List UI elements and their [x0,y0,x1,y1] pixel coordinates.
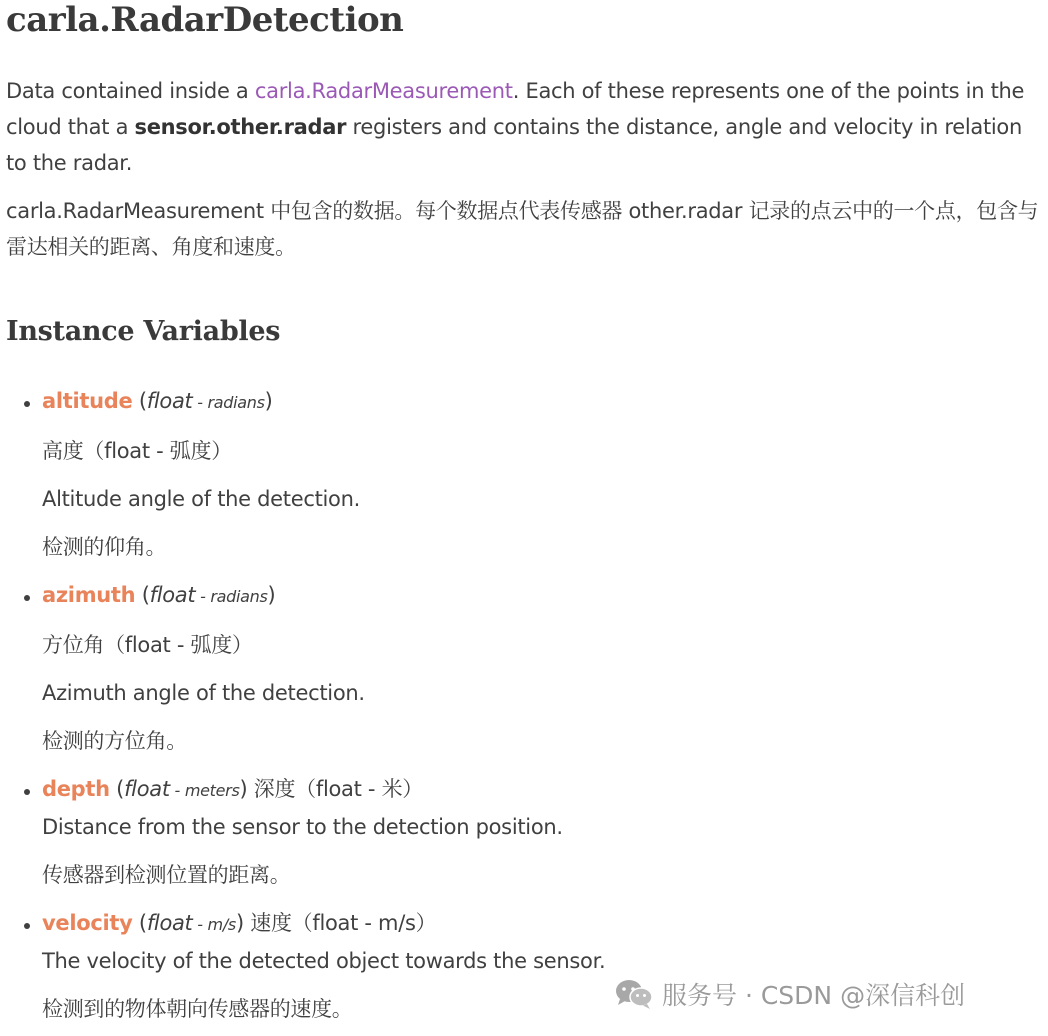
variable-name[interactable]: depth [42,777,110,801]
variable-velocity-header: velocity (float - m/s) 速度（float - m/s） [42,911,437,935]
wechat-icon [614,977,654,1011]
variable-type: float [149,583,196,607]
intro-text-after-link: . Each of these represents one of the points in the cloud that a [6,79,1025,139]
variable-description: Altitude angle of the detection. [42,487,360,511]
variable-unit: radians [210,587,268,606]
variable-description-cn: 检测到的物体朝向传感器的速度。 [42,997,353,1021]
intro-text-before-link: Data contained inside a [6,79,255,103]
bullet [24,595,30,601]
variable-translation: 方位角（float - 弧度） [42,633,253,657]
variable-description: The velocity of the detected object towards the sensor. [42,949,606,973]
bullet [24,401,30,407]
variable-unit: m/s [207,915,236,934]
intro-translation: carla.RadarMeasurement 中包含的数据。每个数据点代表传感器 other.radar 记录的点云中的一个点，包含与雷达相关的距离、角度和速度。 [6,199,1039,259]
radar-measurement-link[interactable]: carla.RadarMeasurement [254,79,513,103]
bullet [24,789,30,795]
variable-unit: meters [184,781,240,800]
variable-description-cn: 传感器到检测位置的距离。 [42,863,291,887]
variable-name[interactable]: altitude [42,389,133,413]
variable-translation: 深度（float - 米） [253,777,423,801]
variable-description-cn: 检测的仰角。 [42,535,167,559]
variable-altitude-header: altitude (float - radians) [42,389,273,413]
variable-type: float [146,389,193,413]
bullet [24,923,30,929]
intro-paragraph [6,73,1046,181]
variable-description: Distance from the sensor to the detection position. [42,815,563,839]
variable-translation: 速度（float - m/s） [250,911,437,935]
variable-description-cn: 检测的方位角。 [42,729,187,753]
variable-translation: 高度（float - 弧度） [42,439,232,463]
watermark [614,974,965,1014]
variable-name[interactable]: velocity [42,911,133,935]
variable-depth-header: depth (float - meters) 深度（float - 米） [42,777,423,801]
page-title: carla.RadarDetection [6,0,404,40]
variable-type: float [124,777,170,801]
watermark-text: 服务号 · CSDN @深信科创 [662,981,966,1010]
variable-name[interactable]: azimuth [42,583,136,607]
intro-text-end: registers and contains the distance, angle and velocity in relation to the radar. [6,115,1022,175]
variable-description: Azimuth angle of the detection. [42,681,365,705]
variable-azimuth-header: azimuth (float - radians) [42,583,276,607]
section-title: Instance Variables [6,316,281,347]
variable-unit: radians [207,393,265,412]
sensor-name-bold: sensor.other.radar [134,115,347,139]
variable-type: float [146,911,193,935]
